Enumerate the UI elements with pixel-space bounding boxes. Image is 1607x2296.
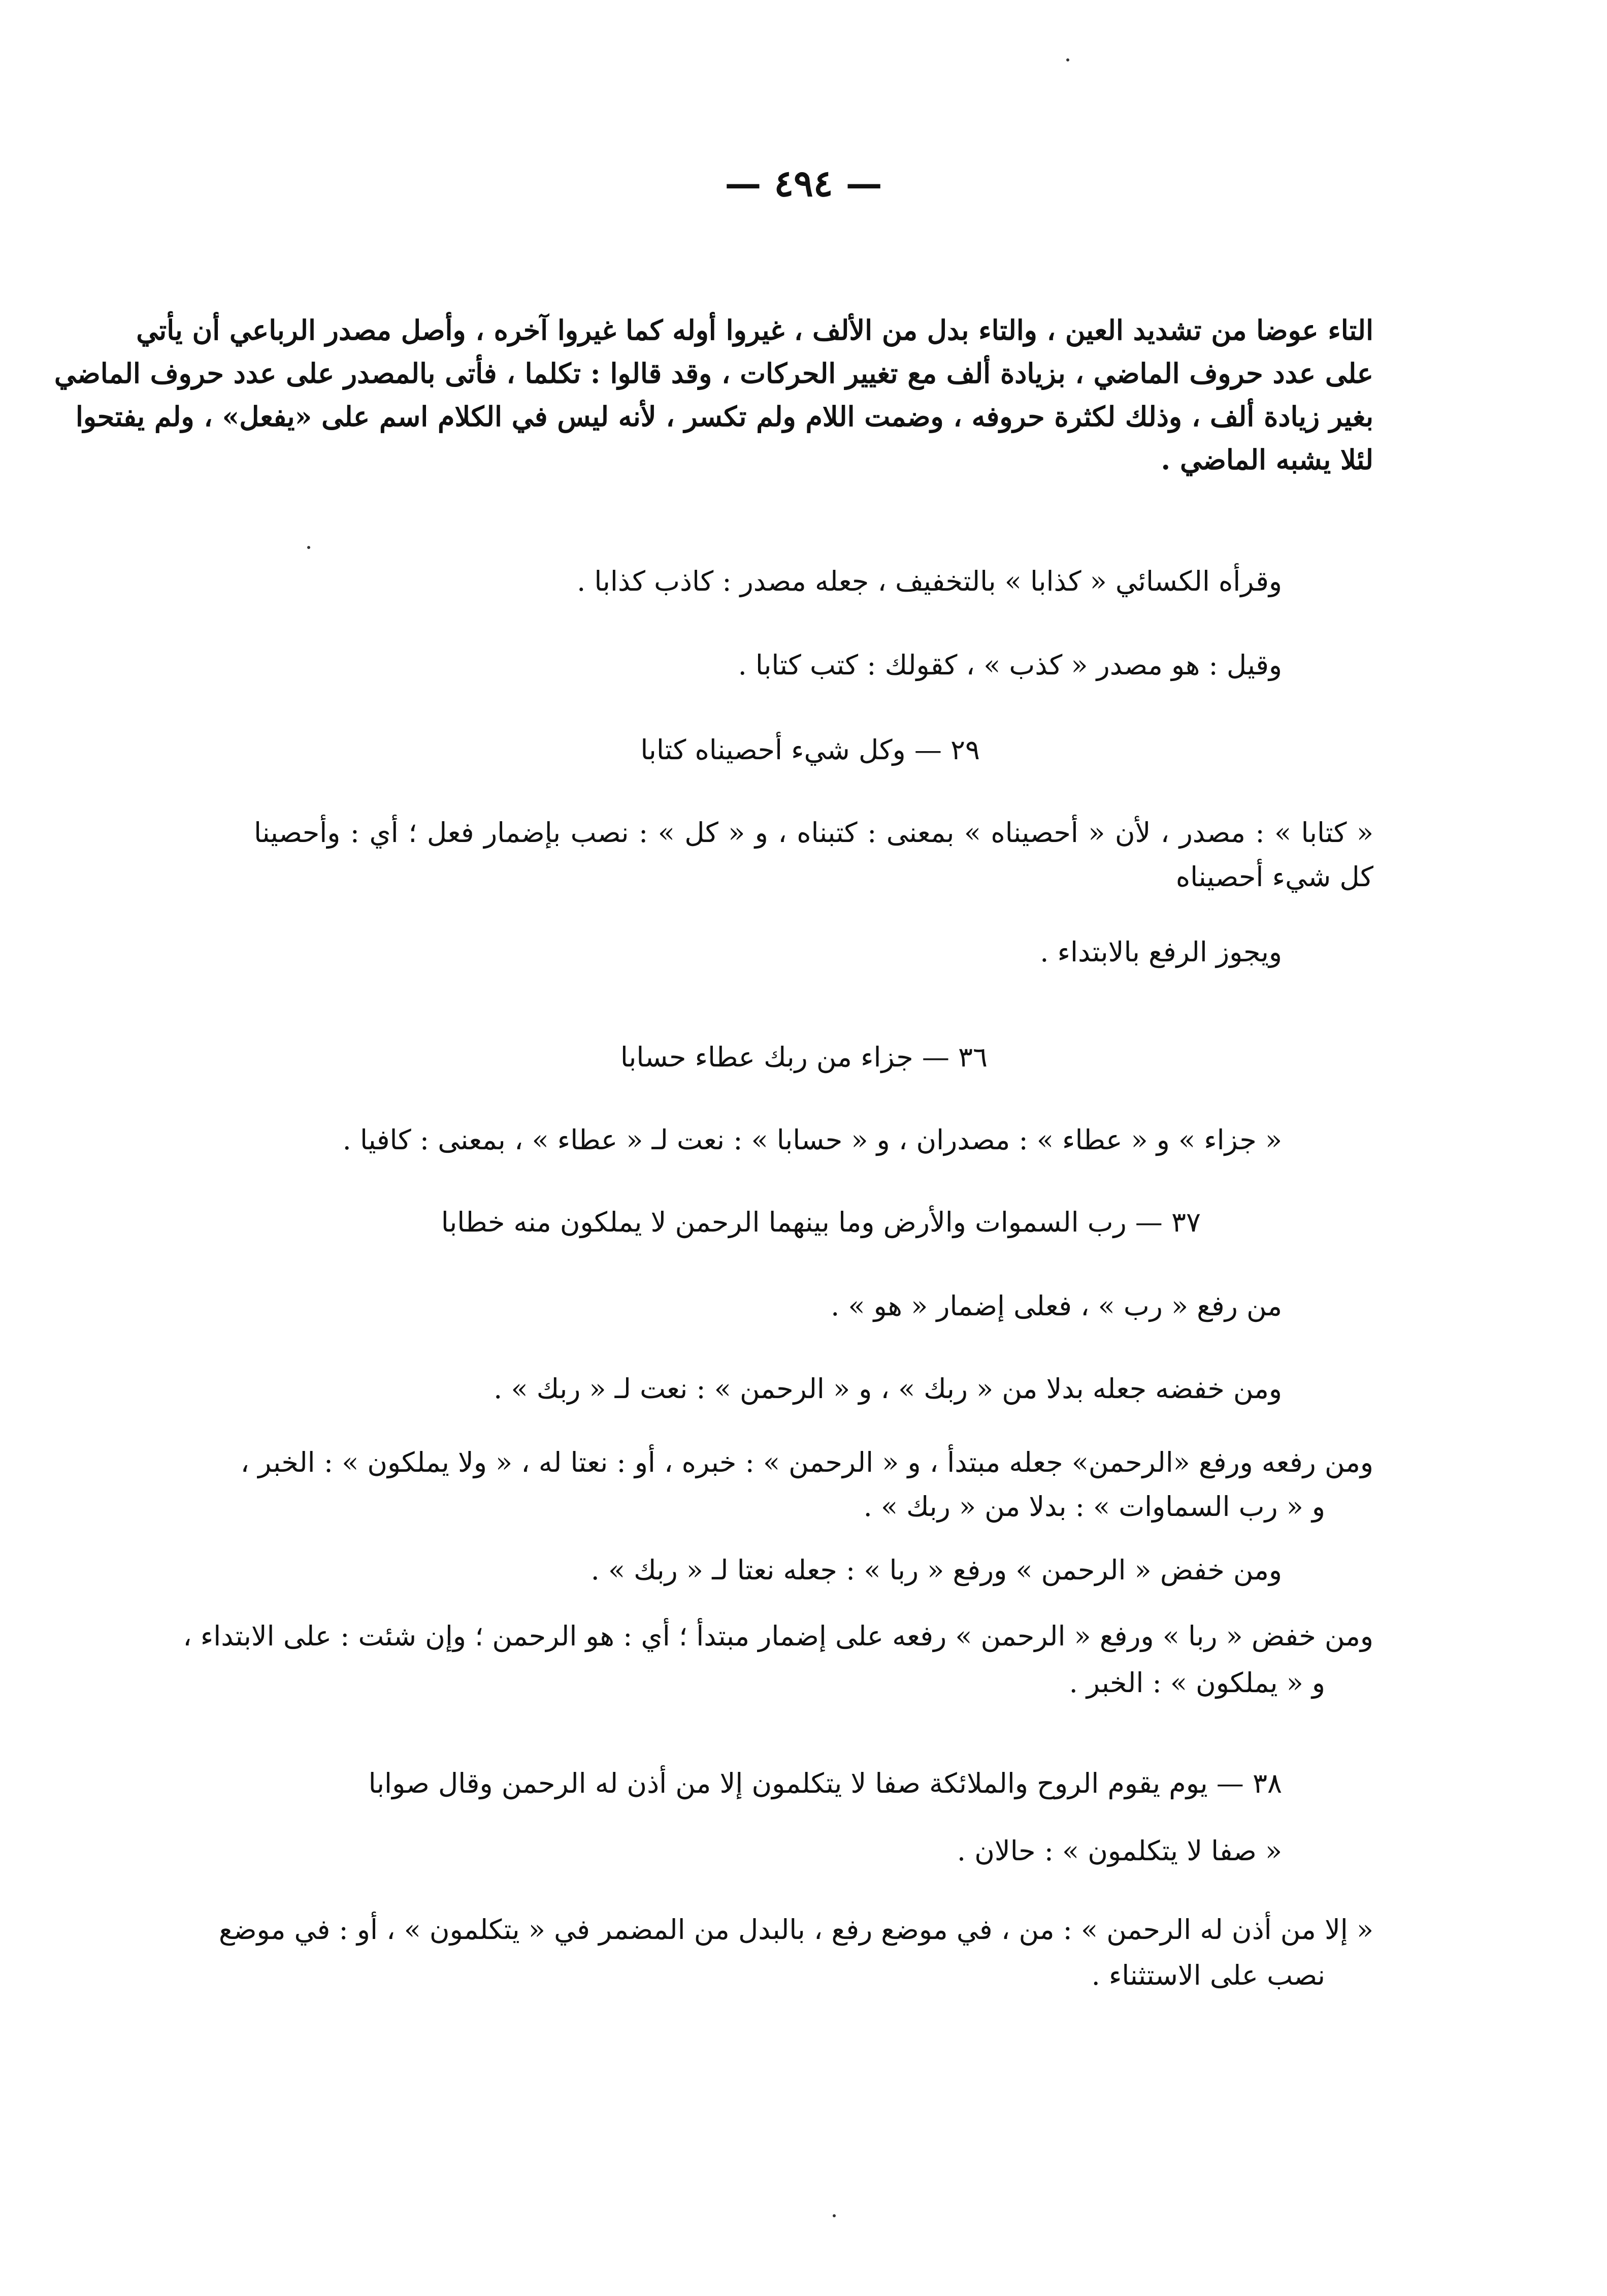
paragraph-saffan: « صفا لا يتكلمون » : حالان . — [957, 1835, 1282, 1867]
paragraph-kitab-line-1: « كتابا » : مصدر ، لأن « أحصيناه » بمعنى : كتبناه ، و « كل » : نصب بإضمار فعل ؛ أي : وأحصينا — [254, 817, 1373, 849]
paragraph-raf: ويجوز الرفع بالابتداء . — [1040, 936, 1282, 968]
verse-38: ٣٨ — يوم يقوم الروح والملائكة صفا لا يتكلمون إلا من أذن له الرحمن وقال صوابا — [368, 1767, 1282, 1799]
intro-line-4: لئلا يشبه الماضي . — [1161, 443, 1373, 476]
paragraph-khafd-rab-line-2: و « يملكون » : الخبر . — [1069, 1667, 1325, 1699]
ink-speck — [307, 546, 310, 549]
paragraph-rafa-both-line-2: و « رب السماوات » : بدلا من « ربك » . — [863, 1491, 1325, 1523]
verse-36: ٣٦ — جزاء من ربك عطاء حسابا — [620, 1041, 988, 1073]
paragraph-illa-man-line-1: « إلا من أذن له الرحمن » : من ، في موضع رفع ، بالبدل من المضمر في « يتكلمون » ، أو : في موضع — [218, 1914, 1373, 1946]
intro-line-3: بغير زيادة ألف ، وذلك لكثرة حروفه ، وضمت اللام ولم تكسر ، لأنه ليس في الكلام اسم على «يفعل» ، ولم يفتحوا — [75, 400, 1373, 433]
ink-speck — [1066, 58, 1069, 61]
intro-line-2: على عدد حروف الماضي ، بزيادة ألف مع تغيير الحركات ، وقد قالوا : تكلما ، فأتى بالمصدر على عدد حروف الماضي — [54, 357, 1373, 390]
paragraph-khafd-rahman: ومن خفض « الرحمن » ورفع « ربا » : جعله نعتا لـ « ربك » . — [591, 1554, 1282, 1586]
paragraph-jazaa: « جزاء » و « عطاء » : مصدران ، و « حسابا » : نعت لـ « عطاء » ، بمعنى : كافيا . — [342, 1124, 1282, 1156]
paragraph-rafa-both-line-1: ومن رفعه ورفع «الرحمن» جعله مبتدأ ، و « الرحمن » : خبره ، أو : نعتا له ، « ولا يملكون » : الخبر ، — [240, 1446, 1373, 1478]
paragraph-rafa-rab: من رفع « رب » ، فعلى إضمار « هو » . — [831, 1290, 1282, 1322]
paragraph-kitab-line-2: كل شيء أحصيناه — [1175, 861, 1373, 893]
paragraph-khafd-rab: ومن خفضه جعله بدلا من « ربك » ، و « الرحمن » : نعت لـ « ربك » . — [494, 1373, 1282, 1405]
verse-37: ٣٧ — رب السموات والأرض وما بينهما الرحمن لا يملكون منه خطابا — [441, 1206, 1201, 1238]
paragraph-illa-man-line-2: نصب على الاستثناء . — [1091, 1959, 1325, 1991]
paragraph-kisai: وقرأه الكسائي « كذابا » بالتخفيف ، جعله مصدر : كاذب كذابا . — [577, 565, 1282, 597]
page-number: — ٤٩٤ — — [725, 161, 882, 205]
intro-line-1: التاء عوضا من تشديد العين ، والتاء بدل من الألف ، غيروا أوله كما غيروا آخره ، وأصل مصدر الرباعي أن يأتي — [136, 314, 1373, 346]
paragraph-masdar: وقيل : هو مصدر « كذب » ، كقولك : كتب كتابا . — [738, 649, 1282, 681]
ink-speck — [833, 2214, 836, 2217]
paragraph-khafd-rab-line-1: ومن خفض « ربا » ورفع « الرحمن » رفعه على إضمار مبتدأ ؛ أي : هو الرحمن ؛ وإن شئت : على الابتداء ، — [183, 1620, 1373, 1652]
verse-29: ٢٩ — وكل شيء أحصيناه كتابا — [640, 734, 980, 766]
